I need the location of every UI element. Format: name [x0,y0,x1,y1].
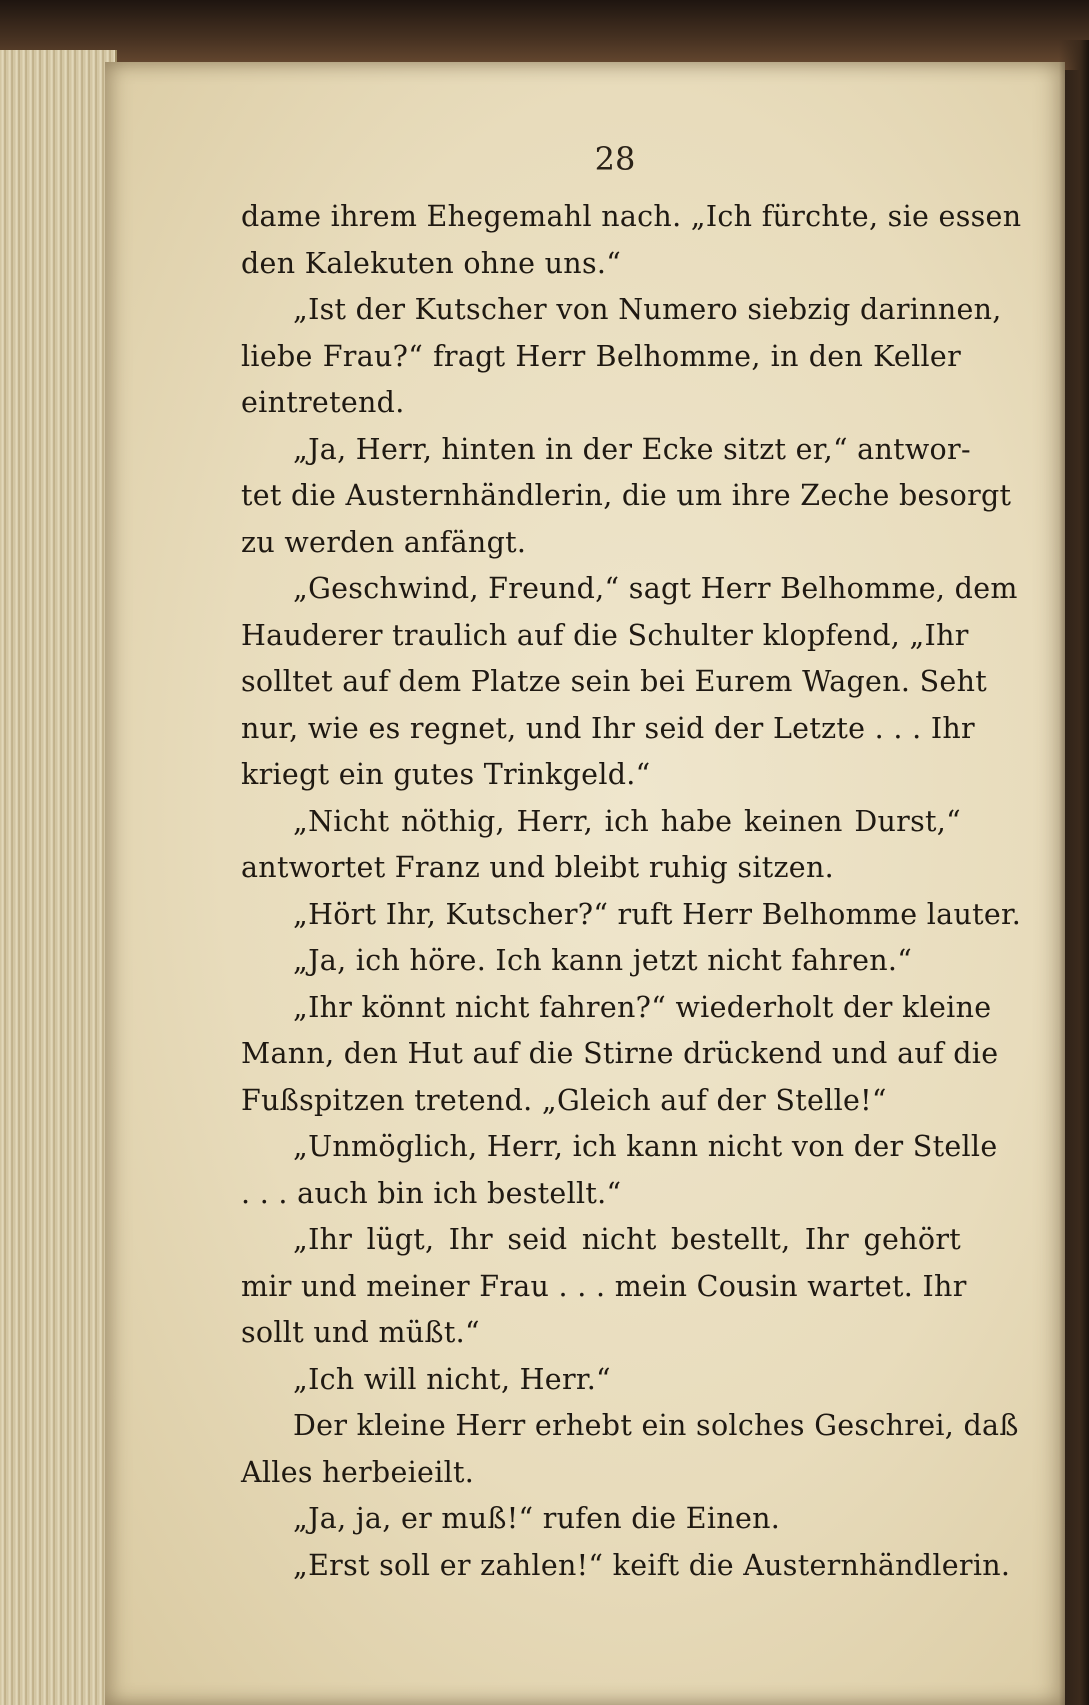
text-line: „Erst soll er zahlen!“ keift die Austernhändlerin. [293,1548,1011,1582]
text-line: Alles herbeieilt. [241,1455,475,1489]
book-cover-edge [0,0,1089,70]
text-line: „Ja, Herr, hinten in der Ecke sitzt er,“ antwor- [293,432,971,466]
text-line: „Ihr lügt, Ihr seid nicht bestellt, Ihr gehört [293,1223,961,1256]
text-line: zu werden anfängt. [241,525,527,559]
text-line: kriegt ein gutes Trinkgeld.“ [241,758,651,791]
text-line: eintretend. [241,386,405,419]
text-line: solltet auf dem Platze sein bei Eurem Wagen. Seht [241,665,987,698]
text-line: „Ihr könnt nicht fahren?“ wiederholt der kleine [293,990,992,1024]
text-line: den Kalekuten ohne uns.“ [241,246,622,280]
text-line: Hauderer traulich auf die Schulter klopfend, „Ihr [241,618,969,652]
text-line: „Ja, ich höre. Ich kann jetzt nicht fahren.“ [293,944,913,977]
text-line: nur, wie es regnet, und Ihr seid der Letzte . . . Ihr [241,711,975,745]
text-line: sollt und müßt.“ [241,1316,480,1349]
text-line: dame ihrem Ehegemahl nach. „Ich fürchte, sie essen [241,200,1022,233]
text-line: antwortet Franz und bleibt ruhig sitzen. [241,851,834,884]
text-line: „Nicht nöthig, Herr, ich habe keinen Durst,“ [293,804,961,838]
text-line: „Geschwind, Freund,“ sagt Herr Belhomme, dem [293,572,1018,605]
text-line: „Unmöglich, Herr, ich kann nicht von der Stelle [293,1130,998,1163]
text-line: liebe Frau?“ fragt Herr Belhomme, in den Keller [241,339,961,373]
text-line: „Ja, ja, er muß!“ rufen die Einen. [293,1502,781,1535]
text-line: „Ich will nicht, Herr.“ [293,1362,611,1396]
body-text [241,194,1022,1589]
text-line: Mann, den Hut auf die Stirne drückend und auf die [241,1037,999,1070]
text-line: mir und meiner Frau . . . mein Cousin wartet. Ihr [241,1269,967,1303]
text-line: Der kleine Herr erhebt ein solches Geschrei, daß [293,1409,1019,1442]
text-line: Fußspitzen tretend. „Gleich auf der Stelle!“ [241,1083,887,1117]
text-line: „Ist der Kutscher von Numero siebzig darinnen, [293,293,1002,326]
text-line: . . . auch bin ich bestellt.“ [241,1176,622,1210]
spine-shadow [1059,40,1089,1705]
text-line: tet die Austernhändlerin, die um ihre Zeche besorgt [241,479,1012,512]
book-page [105,62,1065,1705]
page-stack-edge [0,50,117,1705]
text-line: „Hört Ihr, Kutscher?“ ruft Herr Belhomme lauter. [293,897,1022,931]
page-number: 28 [594,140,636,178]
